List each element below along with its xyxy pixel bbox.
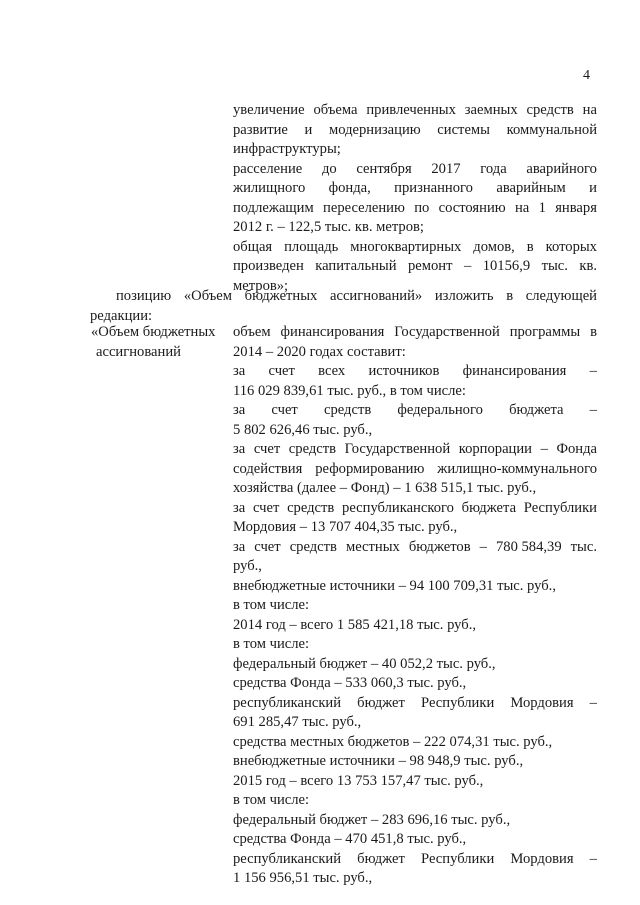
word: состоянию xyxy=(438,199,506,216)
word: Республики xyxy=(523,499,597,516)
text-line: федеральный бюджет – 283 696,16 тыс. руб., xyxy=(233,811,511,828)
text-line xyxy=(233,121,597,141)
word: всех xyxy=(318,363,346,379)
text-line: средства местных бюджетов – 222 074,31 тыс. руб., xyxy=(233,733,553,750)
budget-text xyxy=(233,323,597,889)
word: ассигнований» xyxy=(329,288,423,304)
instruction-line: редакции: xyxy=(90,307,153,324)
word: средств xyxy=(526,102,574,118)
page-number: 4 xyxy=(583,68,590,83)
word: 10156,9 xyxy=(482,258,531,274)
word: в xyxy=(526,238,534,255)
text-line: метров»; xyxy=(233,277,289,294)
word: следующей xyxy=(525,288,597,304)
word: системы xyxy=(437,121,490,138)
word: бюджета xyxy=(509,402,564,418)
word: расселение xyxy=(233,160,303,177)
text-line xyxy=(233,160,597,180)
text-line: в том числе: xyxy=(233,792,310,808)
word: – xyxy=(589,850,597,867)
text-line xyxy=(233,362,597,382)
word: 1 xyxy=(538,199,546,216)
word: фонда, xyxy=(328,180,371,196)
word: жилищного xyxy=(233,180,306,196)
word: бюджетов xyxy=(408,538,471,555)
word: Республики xyxy=(421,850,495,867)
word: бюджетных xyxy=(244,288,318,304)
word: – xyxy=(589,363,597,379)
text-line: 691 285,47 тыс. руб., xyxy=(233,714,362,730)
word: развитие xyxy=(233,121,288,138)
word: – xyxy=(479,538,487,555)
word: произведен xyxy=(233,258,304,274)
text-line: 2014 год – всего 1 585 421,18 тыс. руб., xyxy=(233,616,477,633)
word: республиканского xyxy=(342,499,454,516)
word: Государственной xyxy=(394,324,500,340)
word: площадь xyxy=(284,238,339,255)
word: Мордовия xyxy=(510,694,574,711)
word: многоквартирных xyxy=(350,238,462,255)
word: счет xyxy=(268,363,295,379)
text-line: руб., xyxy=(233,558,262,574)
text-line xyxy=(233,238,597,258)
text-line: в том числе: xyxy=(233,636,310,652)
text-line: 1 156 956,51 тыс. руб., xyxy=(233,870,373,886)
budget-label-line: ассигнований xyxy=(96,343,181,360)
word: счет xyxy=(252,499,280,516)
text-line xyxy=(233,850,597,870)
instruction-paragraph xyxy=(90,287,597,326)
word: – xyxy=(589,402,597,418)
word: бюджет xyxy=(357,694,405,711)
text-line xyxy=(233,499,597,519)
text-line: 5 802 626,46 тыс. руб., xyxy=(233,421,373,438)
word: привлеченных xyxy=(366,102,456,118)
word: средств xyxy=(289,538,337,555)
word: – xyxy=(540,441,548,457)
word: 2017 xyxy=(431,160,461,177)
word: кв. xyxy=(579,258,597,274)
word: общая xyxy=(233,238,273,255)
word: средств xyxy=(323,402,372,418)
word: за xyxy=(233,499,246,516)
word: тыс. xyxy=(570,538,597,555)
instruction-line xyxy=(90,287,597,307)
word: в xyxy=(590,324,597,340)
word: – xyxy=(589,694,597,711)
text-line xyxy=(233,538,597,558)
word: января xyxy=(555,199,597,216)
word: признанного xyxy=(394,180,473,196)
word: источников xyxy=(368,363,440,379)
text-line: 116 029 839,61 тыс. руб., в том числе: xyxy=(233,382,466,399)
word: модернизацию xyxy=(328,121,421,138)
word: средств xyxy=(288,441,337,457)
text-line: внебюджетные источники – 94 100 709,31 тыс. руб., xyxy=(233,577,556,594)
word: бюджет xyxy=(357,850,405,867)
word: до xyxy=(321,160,337,177)
word: – xyxy=(463,258,472,274)
word: объем xyxy=(233,324,271,340)
word: средств xyxy=(287,499,335,516)
text-line xyxy=(233,323,597,343)
text-line: 2015 год – всего 13 753 157,47 тыс. руб., xyxy=(233,772,484,789)
text-line: внебюджетные источники – 98 948,9 тыс. руб., xyxy=(233,753,524,769)
word: заемных xyxy=(464,102,518,118)
word: на xyxy=(582,102,597,118)
word: тыс. xyxy=(541,258,568,274)
word: в xyxy=(506,288,514,304)
text-line xyxy=(233,401,597,421)
word: увеличение xyxy=(233,102,305,118)
word: на xyxy=(514,199,530,216)
indicators-text xyxy=(233,101,597,296)
word: капитальный xyxy=(315,258,397,274)
text-line: 2012 г. – 122,5 тыс. кв. метров; xyxy=(233,219,424,235)
text-line: средства Фонда – 533 060,3 тыс. руб., xyxy=(233,675,467,691)
text-line: Мордовия – 13 707 404,35 тыс. руб., xyxy=(233,519,458,535)
word: программы xyxy=(509,324,581,340)
word: коммунальной xyxy=(506,121,597,138)
word: которых xyxy=(545,238,597,255)
word: по xyxy=(414,199,430,216)
word: объема xyxy=(313,102,358,118)
word: счет xyxy=(271,402,298,418)
word: федерального xyxy=(397,402,483,418)
word: счет xyxy=(254,538,281,555)
word: и xyxy=(304,121,313,138)
word: содействия xyxy=(233,460,303,477)
word: аварийным xyxy=(496,180,566,196)
word: домов, xyxy=(473,238,515,255)
text-line: 2014 – 2020 годах составит: xyxy=(233,343,406,360)
text-line: в том числе: xyxy=(233,597,310,613)
word: реформированию xyxy=(315,460,425,477)
word: «Объем xyxy=(183,288,233,304)
word: за xyxy=(233,363,246,379)
word: за xyxy=(233,402,246,418)
word: Мордовия xyxy=(510,850,574,867)
word: финансирования xyxy=(280,324,385,340)
word: года xyxy=(480,160,507,177)
budget-label-line: «Объем бюджетных xyxy=(91,324,216,340)
word: изложить xyxy=(434,288,494,304)
text-line xyxy=(233,694,597,714)
word: за xyxy=(233,441,246,457)
text-line: хозяйства (далее – Фонд) – 1 638 515,1 тыс. руб., xyxy=(233,480,537,496)
word: подлежащим xyxy=(233,199,314,216)
word: финансирования xyxy=(462,363,567,379)
text-line: инфраструктуры; xyxy=(233,141,341,157)
word: местных xyxy=(345,538,400,555)
budget-label xyxy=(91,323,215,362)
word: ремонт xyxy=(408,258,453,274)
word: позицию xyxy=(116,288,172,304)
word: республиканский xyxy=(233,694,342,711)
word: счет xyxy=(253,441,281,457)
text-line: федеральный бюджет – 40 052,2 тыс. руб., xyxy=(233,655,496,672)
text-line xyxy=(233,440,597,460)
word: 780 584,39 xyxy=(495,538,562,555)
text-line xyxy=(233,199,597,219)
text-line xyxy=(233,257,597,277)
text-line xyxy=(233,179,597,199)
word: Государственной xyxy=(344,441,451,457)
word: республиканский xyxy=(233,850,342,867)
word: переселению xyxy=(323,199,405,216)
word: Республики xyxy=(421,694,495,711)
word: за xyxy=(233,538,246,555)
word: и xyxy=(589,180,597,196)
word: жилищно-коммунального xyxy=(437,460,597,477)
word: аварийного xyxy=(526,160,597,177)
word: бюджета xyxy=(461,499,517,516)
text-line: средства Фонда – 470 451,8 тыс. руб., xyxy=(233,831,467,847)
text-line xyxy=(233,101,597,121)
word: корпорации xyxy=(458,441,532,457)
word: Фонда xyxy=(556,441,597,457)
text-line xyxy=(233,460,597,480)
word: сентября xyxy=(356,160,412,177)
